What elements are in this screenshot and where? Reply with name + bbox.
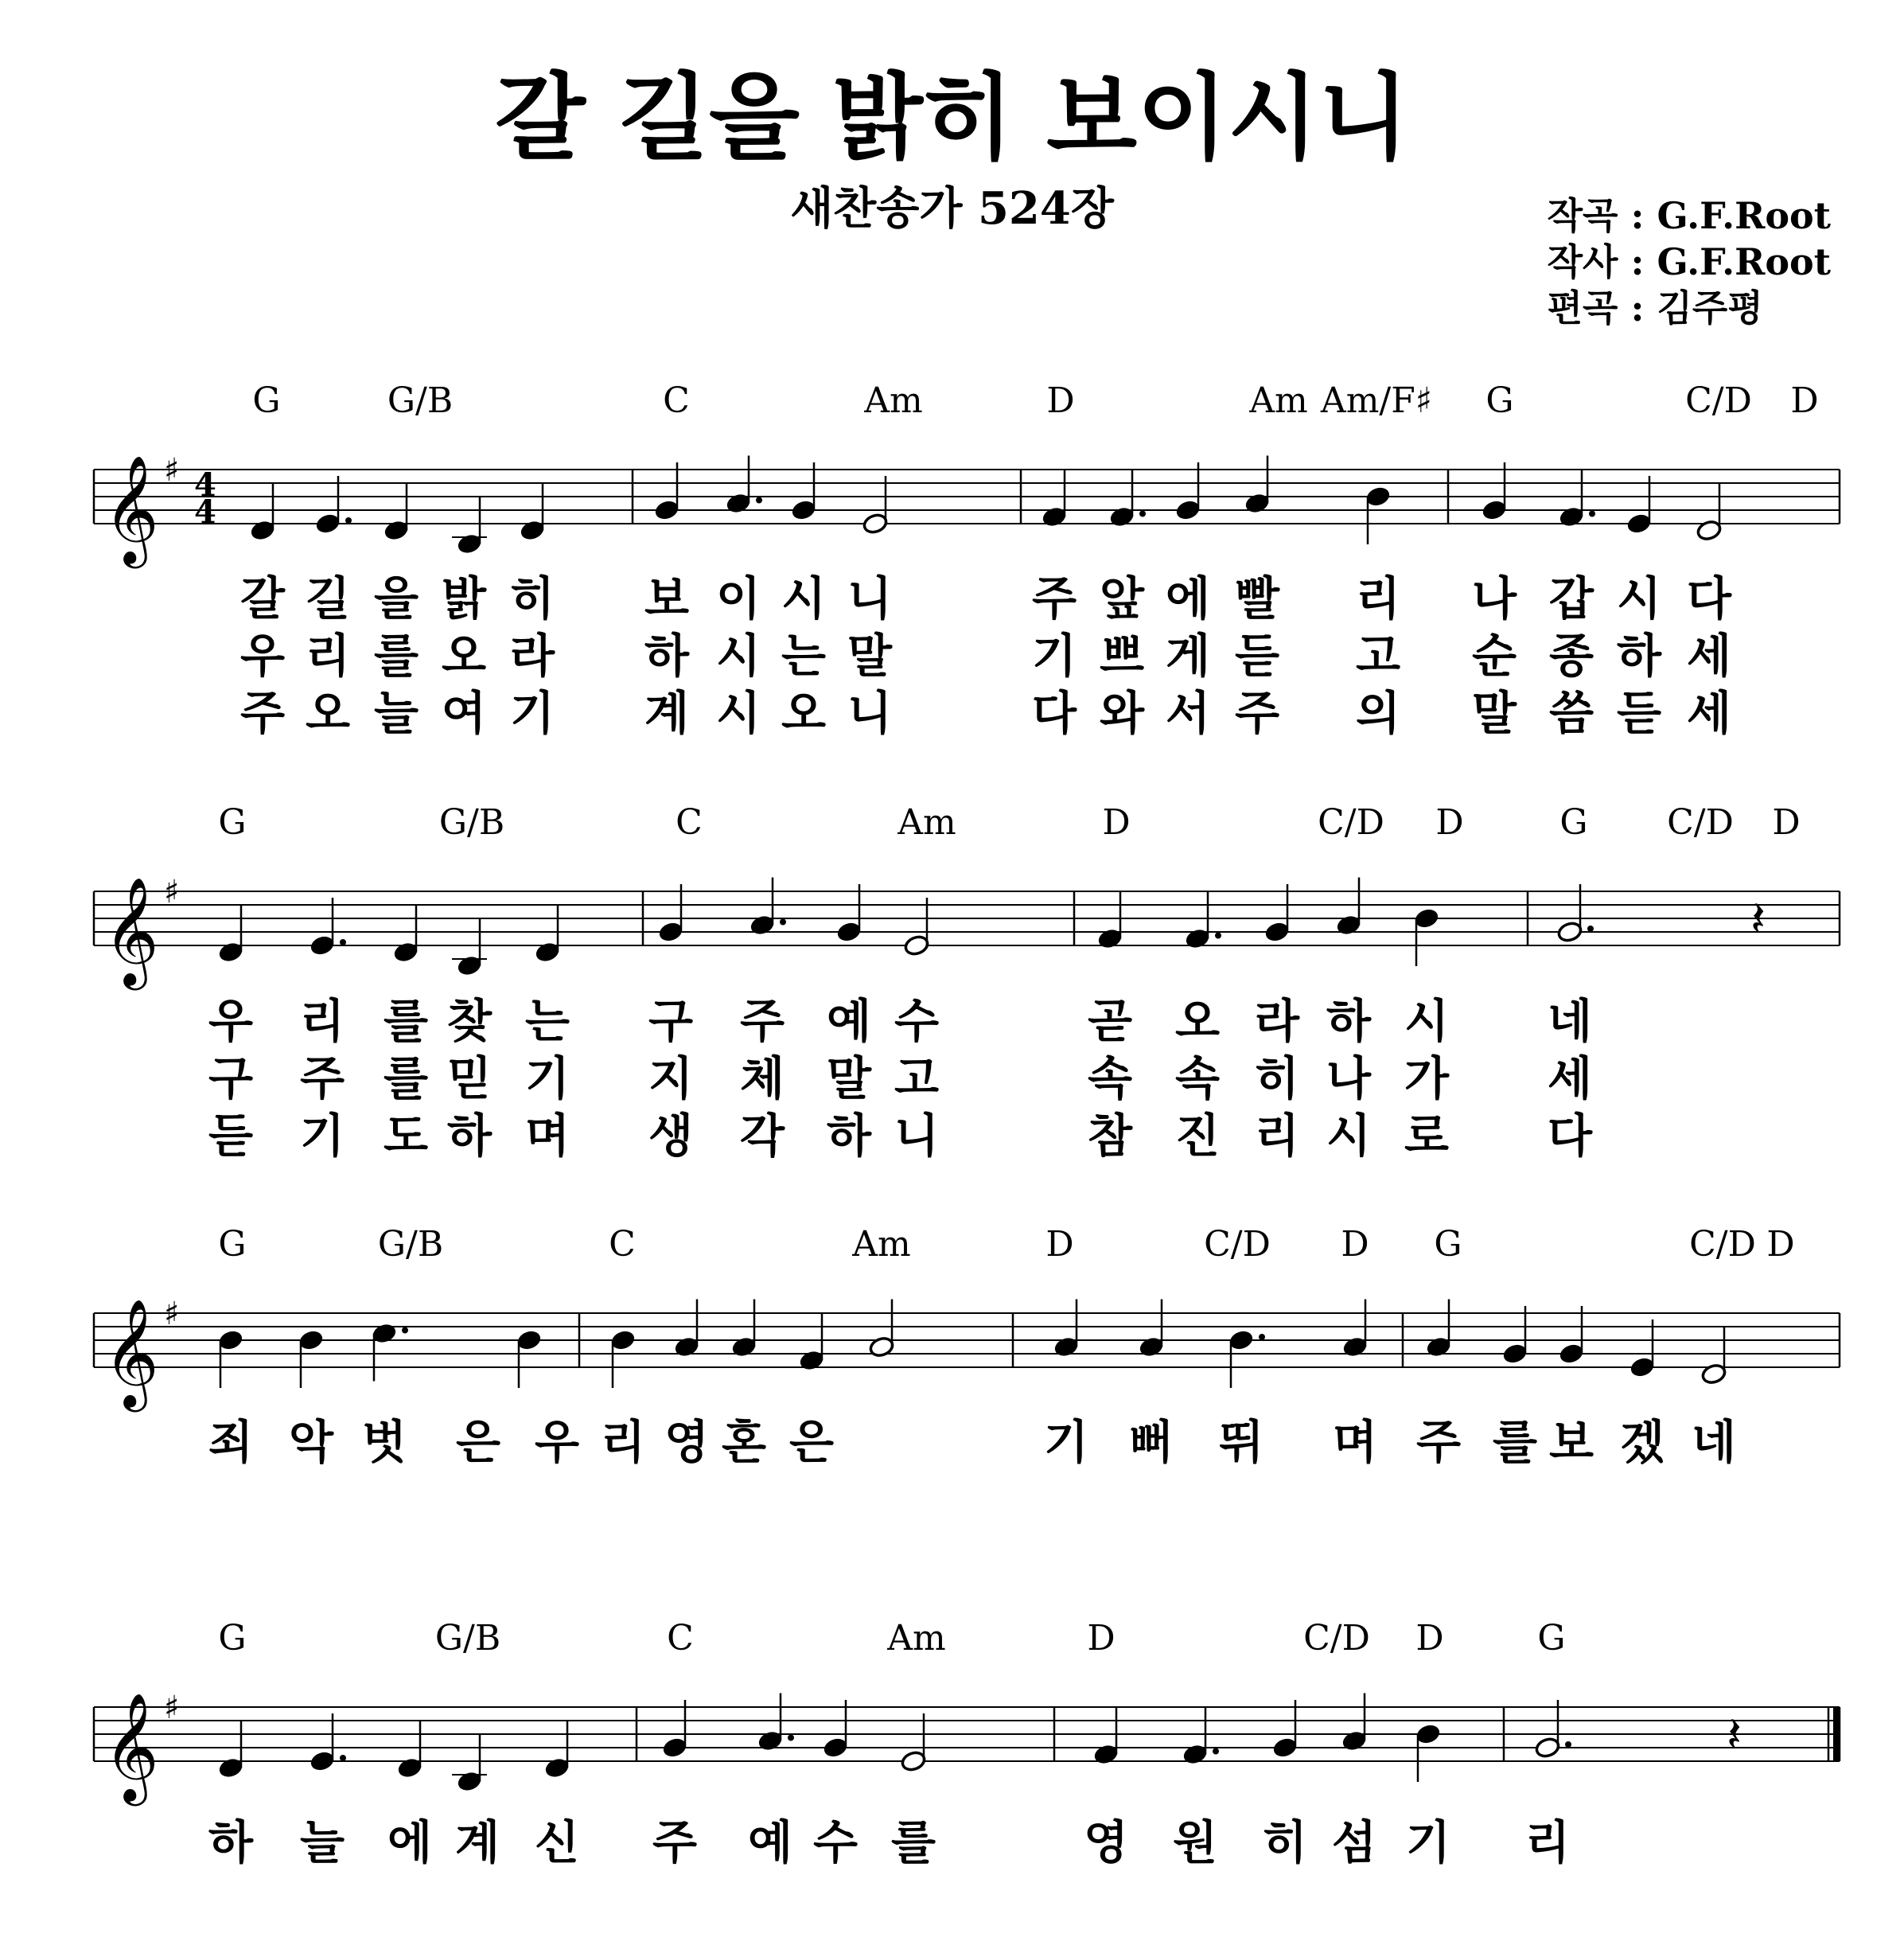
- lyric-syllable: 갑: [1548, 571, 1594, 626]
- lyric-syllable: 혼: [721, 1415, 767, 1469]
- note-head: [1053, 1335, 1079, 1358]
- note-head: [1556, 921, 1583, 943]
- note-head: [661, 1737, 687, 1759]
- chord-symbol: Am: [887, 1618, 946, 1659]
- note-head: [543, 1756, 570, 1779]
- lyric-syllable: 다: [1031, 686, 1077, 740]
- sharp-icon: ♯: [164, 1690, 180, 1726]
- lyric-syllable: 나: [1326, 1051, 1372, 1105]
- treble-clef-icon: 𝄞: [103, 875, 159, 985]
- note-head: [673, 1335, 699, 1358]
- lyric-syllable: 말: [1471, 686, 1517, 740]
- lyric-syllable: 기: [524, 1051, 570, 1105]
- note-head: [835, 921, 862, 943]
- note-head: [798, 1349, 824, 1371]
- sharp-icon: ♯: [164, 1296, 180, 1332]
- chord-symbol: G: [218, 1224, 247, 1265]
- lyric-syllable: 오: [305, 686, 351, 740]
- dot: [1259, 1334, 1265, 1340]
- chord-symbol: D: [1045, 1224, 1074, 1265]
- note-head: [1092, 1743, 1119, 1765]
- lyric-syllable: 말: [826, 1051, 872, 1105]
- lyric-syllable: 리: [1524, 1815, 1571, 1869]
- dot: [1589, 511, 1595, 517]
- lyric-syllable: 생: [648, 1109, 694, 1163]
- treble-clef-icon: 𝄞: [103, 1691, 159, 1801]
- chord-symbol: G/B: [377, 1224, 444, 1265]
- lyric-syllable: 히: [509, 571, 555, 626]
- note-head: [1174, 499, 1201, 521]
- note-head: [790, 499, 816, 521]
- note-head: [1182, 1743, 1208, 1765]
- dot: [1587, 926, 1594, 932]
- note-head: [653, 499, 679, 521]
- lyric-syllable: 하: [1616, 629, 1662, 683]
- chord-symbol: G/B: [434, 1618, 501, 1659]
- note-head: [1108, 505, 1135, 528]
- chord-symbol: C: [667, 1618, 694, 1659]
- note-head: [392, 941, 419, 963]
- lyric-syllable: 예: [747, 1815, 793, 1869]
- lyric-syllable: 하: [826, 1109, 872, 1163]
- lyric-syllable: 빨: [1234, 571, 1280, 626]
- lyric-syllable: 구: [648, 994, 694, 1048]
- lyric-syllable: 로: [1404, 1109, 1450, 1163]
- lyric-syllable: 영: [664, 1415, 710, 1469]
- lyric-syllable: 주: [1234, 686, 1280, 740]
- note-head: [1263, 921, 1290, 943]
- dot: [1215, 933, 1221, 939]
- lyric-syllable: 며: [524, 1109, 570, 1163]
- lyric-syllable: 리: [305, 629, 351, 683]
- note-head: [730, 1335, 757, 1358]
- lyric-syllable: 길: [305, 571, 351, 626]
- lyric-syllable: 보: [1548, 1415, 1594, 1469]
- dot: [756, 497, 762, 504]
- note-head: [1481, 499, 1507, 521]
- chord-symbol: D: [1102, 802, 1131, 843]
- lyric-syllable: 도: [383, 1109, 429, 1163]
- note-head: [1184, 927, 1210, 949]
- time-signature-top: 4: [194, 466, 216, 504]
- lyric-syllable: 오: [441, 629, 487, 683]
- lyric-syllable: 시: [715, 629, 761, 683]
- lyric-syllable: 듣: [1234, 629, 1280, 683]
- lyric-syllable: 시: [1404, 994, 1450, 1048]
- dot: [780, 919, 786, 926]
- lyric-syllable: 여: [441, 686, 487, 740]
- note-head: [309, 1750, 335, 1772]
- note-head: [217, 1756, 243, 1779]
- lyric-syllable: 섬: [1331, 1815, 1377, 1869]
- lyric-syllable: 기: [1405, 1815, 1451, 1869]
- lyric-syllable: 우: [239, 629, 286, 683]
- note-head: [657, 921, 683, 943]
- lyric-syllable: 씀: [1548, 686, 1594, 740]
- lyric-syllable: 기: [509, 686, 555, 740]
- lyric-syllable: 계: [454, 1815, 500, 1869]
- quarter-rest-icon: 𝄽: [1750, 890, 1766, 948]
- chord-symbol: G: [218, 802, 247, 843]
- chord-symbol: G: [1434, 1224, 1462, 1265]
- lyric-syllable: 원: [1172, 1815, 1218, 1869]
- chord-symbol: G: [1537, 1618, 1566, 1659]
- lyric-syllable: 며: [1332, 1415, 1378, 1469]
- note-head: [456, 1770, 482, 1792]
- chord-symbol: D: [1435, 802, 1464, 843]
- dot: [402, 1327, 408, 1334]
- note-head: [903, 934, 929, 957]
- lyric-syllable: 주: [1415, 1415, 1462, 1469]
- note-head: [298, 1329, 324, 1351]
- lyric-syllable: 속: [1174, 1051, 1221, 1105]
- dot: [1565, 1741, 1571, 1748]
- lyric-syllable: 는: [781, 629, 827, 683]
- note-head: [1700, 1362, 1727, 1385]
- lyric-syllable: 세: [1686, 686, 1732, 740]
- lyric-syllable: 세: [1547, 1051, 1593, 1105]
- note-head: [1341, 1335, 1368, 1358]
- time-signature-bottom: 4: [194, 493, 216, 531]
- lyric-syllable: 시: [781, 571, 827, 626]
- lyric-syllable: 은: [788, 1415, 835, 1469]
- lyric-syllable: 니: [847, 571, 893, 626]
- lyric-syllable: 신: [534, 1815, 580, 1869]
- note-head: [609, 1329, 636, 1351]
- lyric-syllable: 하: [1326, 994, 1372, 1048]
- chord-symbol: C: [609, 1224, 636, 1265]
- lyric-syllable: 가: [1404, 1051, 1450, 1105]
- lyric-syllable: 겠: [1619, 1415, 1665, 1469]
- lyric-syllable: 늘: [299, 1815, 345, 1869]
- lyric-syllable: 하: [208, 1815, 254, 1869]
- lyric-syllable: 네: [1691, 1415, 1737, 1469]
- note-head: [822, 1737, 848, 1759]
- lyric-syllable: 종: [1548, 629, 1594, 683]
- note-head: [1626, 513, 1652, 535]
- dot: [1139, 511, 1146, 517]
- chord-symbol: G/B: [438, 802, 505, 843]
- lyric-syllable: 주: [1031, 571, 1077, 626]
- composer-credit: 작곡 : G.F.Root: [1547, 194, 1831, 237]
- chord-symbol: D: [1046, 380, 1075, 421]
- lyric-syllable: 곧: [1087, 994, 1133, 1048]
- lyric-syllable: 쁘: [1099, 629, 1145, 683]
- lyric-syllable: 믿: [446, 1051, 493, 1105]
- lyric-syllable: 라: [1254, 994, 1300, 1048]
- chord-symbol: G: [218, 1618, 247, 1659]
- chord-symbol: G/B: [387, 380, 454, 421]
- lyric-syllable: 니: [894, 1109, 940, 1163]
- lyric-syllable: 리: [299, 994, 345, 1048]
- lyric-syllable: 영: [1083, 1815, 1129, 1869]
- lyric-syllable: 주: [739, 994, 785, 1048]
- lyric-syllable: 주: [239, 686, 286, 740]
- note-head: [1629, 1356, 1655, 1378]
- lyric-syllable: 에: [387, 1815, 433, 1869]
- lyric-syllable: 뛰: [1218, 1415, 1264, 1469]
- lyric-syllable: 를: [373, 629, 419, 683]
- lyric-syllable: 우: [534, 1415, 580, 1469]
- lyric-syllable: 네: [1547, 994, 1593, 1048]
- lyric-syllable: 보: [644, 571, 690, 626]
- lyric-syllable: 와: [1099, 686, 1145, 740]
- lyric-syllable: 히: [1262, 1815, 1308, 1869]
- note-head: [862, 513, 888, 535]
- note-head: [1244, 492, 1270, 514]
- note-head: [519, 519, 545, 541]
- chord-symbol: G: [1485, 380, 1514, 421]
- sharp-icon: ♯: [164, 452, 180, 489]
- lyric-syllable: 주: [299, 1051, 345, 1105]
- lyric-syllable: 리: [1254, 1109, 1300, 1163]
- note-head: [1228, 1329, 1254, 1351]
- chord-symbol: C/D: [1303, 1618, 1370, 1659]
- lyric-syllable: 리: [600, 1415, 646, 1469]
- lyric-syllable: 기: [299, 1109, 345, 1163]
- note-head: [1413, 907, 1439, 930]
- note-head: [309, 934, 335, 957]
- lyric-syllable: 구: [208, 1051, 254, 1105]
- note-head: [314, 513, 341, 535]
- lyric-syllable: 갈: [239, 571, 286, 626]
- lyric-syllable: 은: [455, 1415, 501, 1469]
- chord-symbol: D: [1790, 380, 1819, 421]
- sharp-icon: ♯: [164, 874, 180, 910]
- note-head: [1341, 1729, 1367, 1752]
- lyric-syllable: 시: [1326, 1109, 1372, 1163]
- lyric-syllable: 이: [715, 571, 761, 626]
- lyric-syllable: 밝: [441, 571, 487, 626]
- hymn-number: 새찬송가 524장: [790, 181, 1114, 235]
- dot: [340, 1755, 346, 1761]
- note-head: [217, 1329, 243, 1351]
- lyric-syllable: 지: [648, 1051, 694, 1105]
- lyric-syllable: 다: [1547, 1109, 1593, 1163]
- chord-symbol: Am: [897, 802, 956, 843]
- lyric-syllable: 각: [739, 1109, 785, 1163]
- note-head: [900, 1750, 926, 1772]
- note-head: [249, 519, 275, 541]
- lyric-syllable: 를: [383, 1051, 429, 1105]
- lyric-syllable: 나: [1471, 571, 1517, 626]
- note-head: [1041, 505, 1067, 528]
- lyric-syllable: 진: [1174, 1109, 1221, 1163]
- lyric-syllable: 오: [1174, 994, 1221, 1048]
- lyric-syllable: 뻐: [1128, 1415, 1174, 1469]
- lyricist-credit: 작사 : G.F.Root: [1547, 240, 1831, 283]
- lyric-syllable: 리: [1355, 571, 1401, 626]
- quarter-rest-icon: 𝄽: [1727, 1705, 1742, 1764]
- final-bar-thick: [1833, 1707, 1840, 1761]
- note-head: [868, 1335, 894, 1358]
- lyric-syllable: 늘: [373, 686, 419, 740]
- chord-symbol: Am: [864, 380, 923, 421]
- lyric-syllable: 를: [383, 994, 429, 1048]
- lyric-syllable: 를: [1492, 1415, 1538, 1469]
- note-head: [1501, 1343, 1528, 1365]
- lyric-syllable: 를: [890, 1815, 936, 1869]
- lyric-syllable: 오: [781, 686, 827, 740]
- chord-symbol: Am: [1249, 380, 1308, 421]
- song-title: 갈 길을 밝히 보이시니: [494, 62, 1410, 173]
- lyric-syllable: 하: [446, 1109, 493, 1163]
- lyric-syllable: 라: [509, 629, 555, 683]
- lyric-syllable: 수: [812, 1815, 859, 1869]
- note-head: [456, 954, 482, 976]
- lyric-syllable: 악: [288, 1415, 334, 1469]
- lyric-syllable: 죄: [208, 1415, 254, 1469]
- chord-symbol: C/D: [1685, 380, 1752, 421]
- lyric-syllable: 찾: [446, 994, 493, 1048]
- chord-symbol: C/D: [1689, 1224, 1756, 1265]
- lyric-syllable: 벗: [361, 1415, 407, 1469]
- note-head: [371, 1322, 397, 1344]
- chord-symbol: Am/F♯: [1320, 380, 1433, 421]
- note-head: [217, 941, 243, 963]
- note-head: [1415, 1723, 1441, 1745]
- lyric-syllable: 우: [208, 994, 254, 1048]
- note-head: [534, 941, 560, 963]
- note-head: [1335, 914, 1361, 936]
- chord-symbol: G: [1559, 802, 1588, 843]
- lyric-syllable: 세: [1686, 629, 1732, 683]
- chord-symbol: Am: [852, 1224, 911, 1265]
- note-head: [396, 1756, 422, 1779]
- lyric-syllable: 듣: [208, 1109, 254, 1163]
- chord-symbol: C: [663, 380, 690, 421]
- note-head: [383, 519, 409, 541]
- lyric-syllable: 을: [373, 571, 419, 626]
- chord-symbol: C: [676, 802, 703, 843]
- lyric-syllable: 순: [1471, 629, 1517, 683]
- chord-symbol: C/D: [1667, 802, 1734, 843]
- note-head: [1558, 1343, 1584, 1365]
- chord-symbol: D: [1766, 1224, 1795, 1265]
- lyric-syllable: 다: [1686, 571, 1732, 626]
- lyric-syllable: 계: [644, 686, 690, 740]
- treble-clef-icon: 𝄞: [103, 1297, 159, 1407]
- chord-symbol: D: [1415, 1618, 1444, 1659]
- dot: [1213, 1748, 1219, 1755]
- dot: [345, 517, 352, 524]
- lyric-syllable: 앞: [1099, 571, 1145, 626]
- lyric-syllable: 체: [739, 1051, 785, 1105]
- note-head: [1138, 1335, 1164, 1358]
- note-head: [1558, 505, 1584, 528]
- note-head: [1096, 927, 1123, 949]
- lyric-syllable: 듣: [1616, 686, 1662, 740]
- lyric-syllable: 고: [894, 1051, 940, 1105]
- treble-clef-icon: 𝄞: [103, 454, 159, 563]
- chord-symbol: C/D: [1204, 1224, 1271, 1265]
- lyric-syllable: 기: [1043, 1415, 1089, 1469]
- lyric-syllable: 예: [826, 994, 872, 1048]
- lyric-syllable: 고: [1355, 629, 1401, 683]
- note-head: [749, 914, 775, 936]
- chord-symbol: C/D: [1318, 802, 1384, 843]
- lyric-syllable: 히: [1254, 1051, 1300, 1105]
- lyric-syllable: 말: [847, 629, 893, 683]
- arranger-credit: 편곡 : 김주평: [1547, 287, 1763, 329]
- chord-symbol: D: [1087, 1618, 1116, 1659]
- lyric-syllable: 시: [1616, 571, 1662, 626]
- lyric-syllable: 속: [1087, 1051, 1133, 1105]
- lyric-syllable: 의: [1355, 686, 1401, 740]
- note-head: [1534, 1737, 1560, 1759]
- lyric-syllable: 기: [1031, 629, 1077, 683]
- note-head: [725, 492, 751, 514]
- note-head: [516, 1329, 542, 1351]
- chord-symbol: D: [1341, 1224, 1369, 1265]
- lyric-syllable: 수: [894, 994, 940, 1048]
- lyric-syllable: 니: [847, 686, 893, 740]
- lyric-syllable: 에: [1165, 571, 1211, 626]
- lyric-syllable: 게: [1165, 629, 1211, 683]
- note-head: [1271, 1737, 1298, 1759]
- chord-symbol: G: [252, 380, 281, 421]
- lyric-syllable: 는: [524, 994, 570, 1048]
- note-head: [1365, 485, 1391, 508]
- note-head: [1696, 519, 1722, 541]
- note-head: [456, 532, 482, 555]
- lyric-syllable: 주: [652, 1815, 698, 1869]
- lyric-syllable: 서: [1165, 686, 1211, 740]
- lyric-syllable: 하: [644, 629, 690, 683]
- lyric-syllable: 참: [1087, 1109, 1133, 1163]
- note-head: [757, 1729, 783, 1752]
- lyric-syllable: 시: [715, 686, 761, 740]
- note-head: [1425, 1335, 1451, 1358]
- dot: [340, 939, 346, 945]
- chord-symbol: D: [1772, 802, 1801, 843]
- dot: [788, 1735, 794, 1741]
